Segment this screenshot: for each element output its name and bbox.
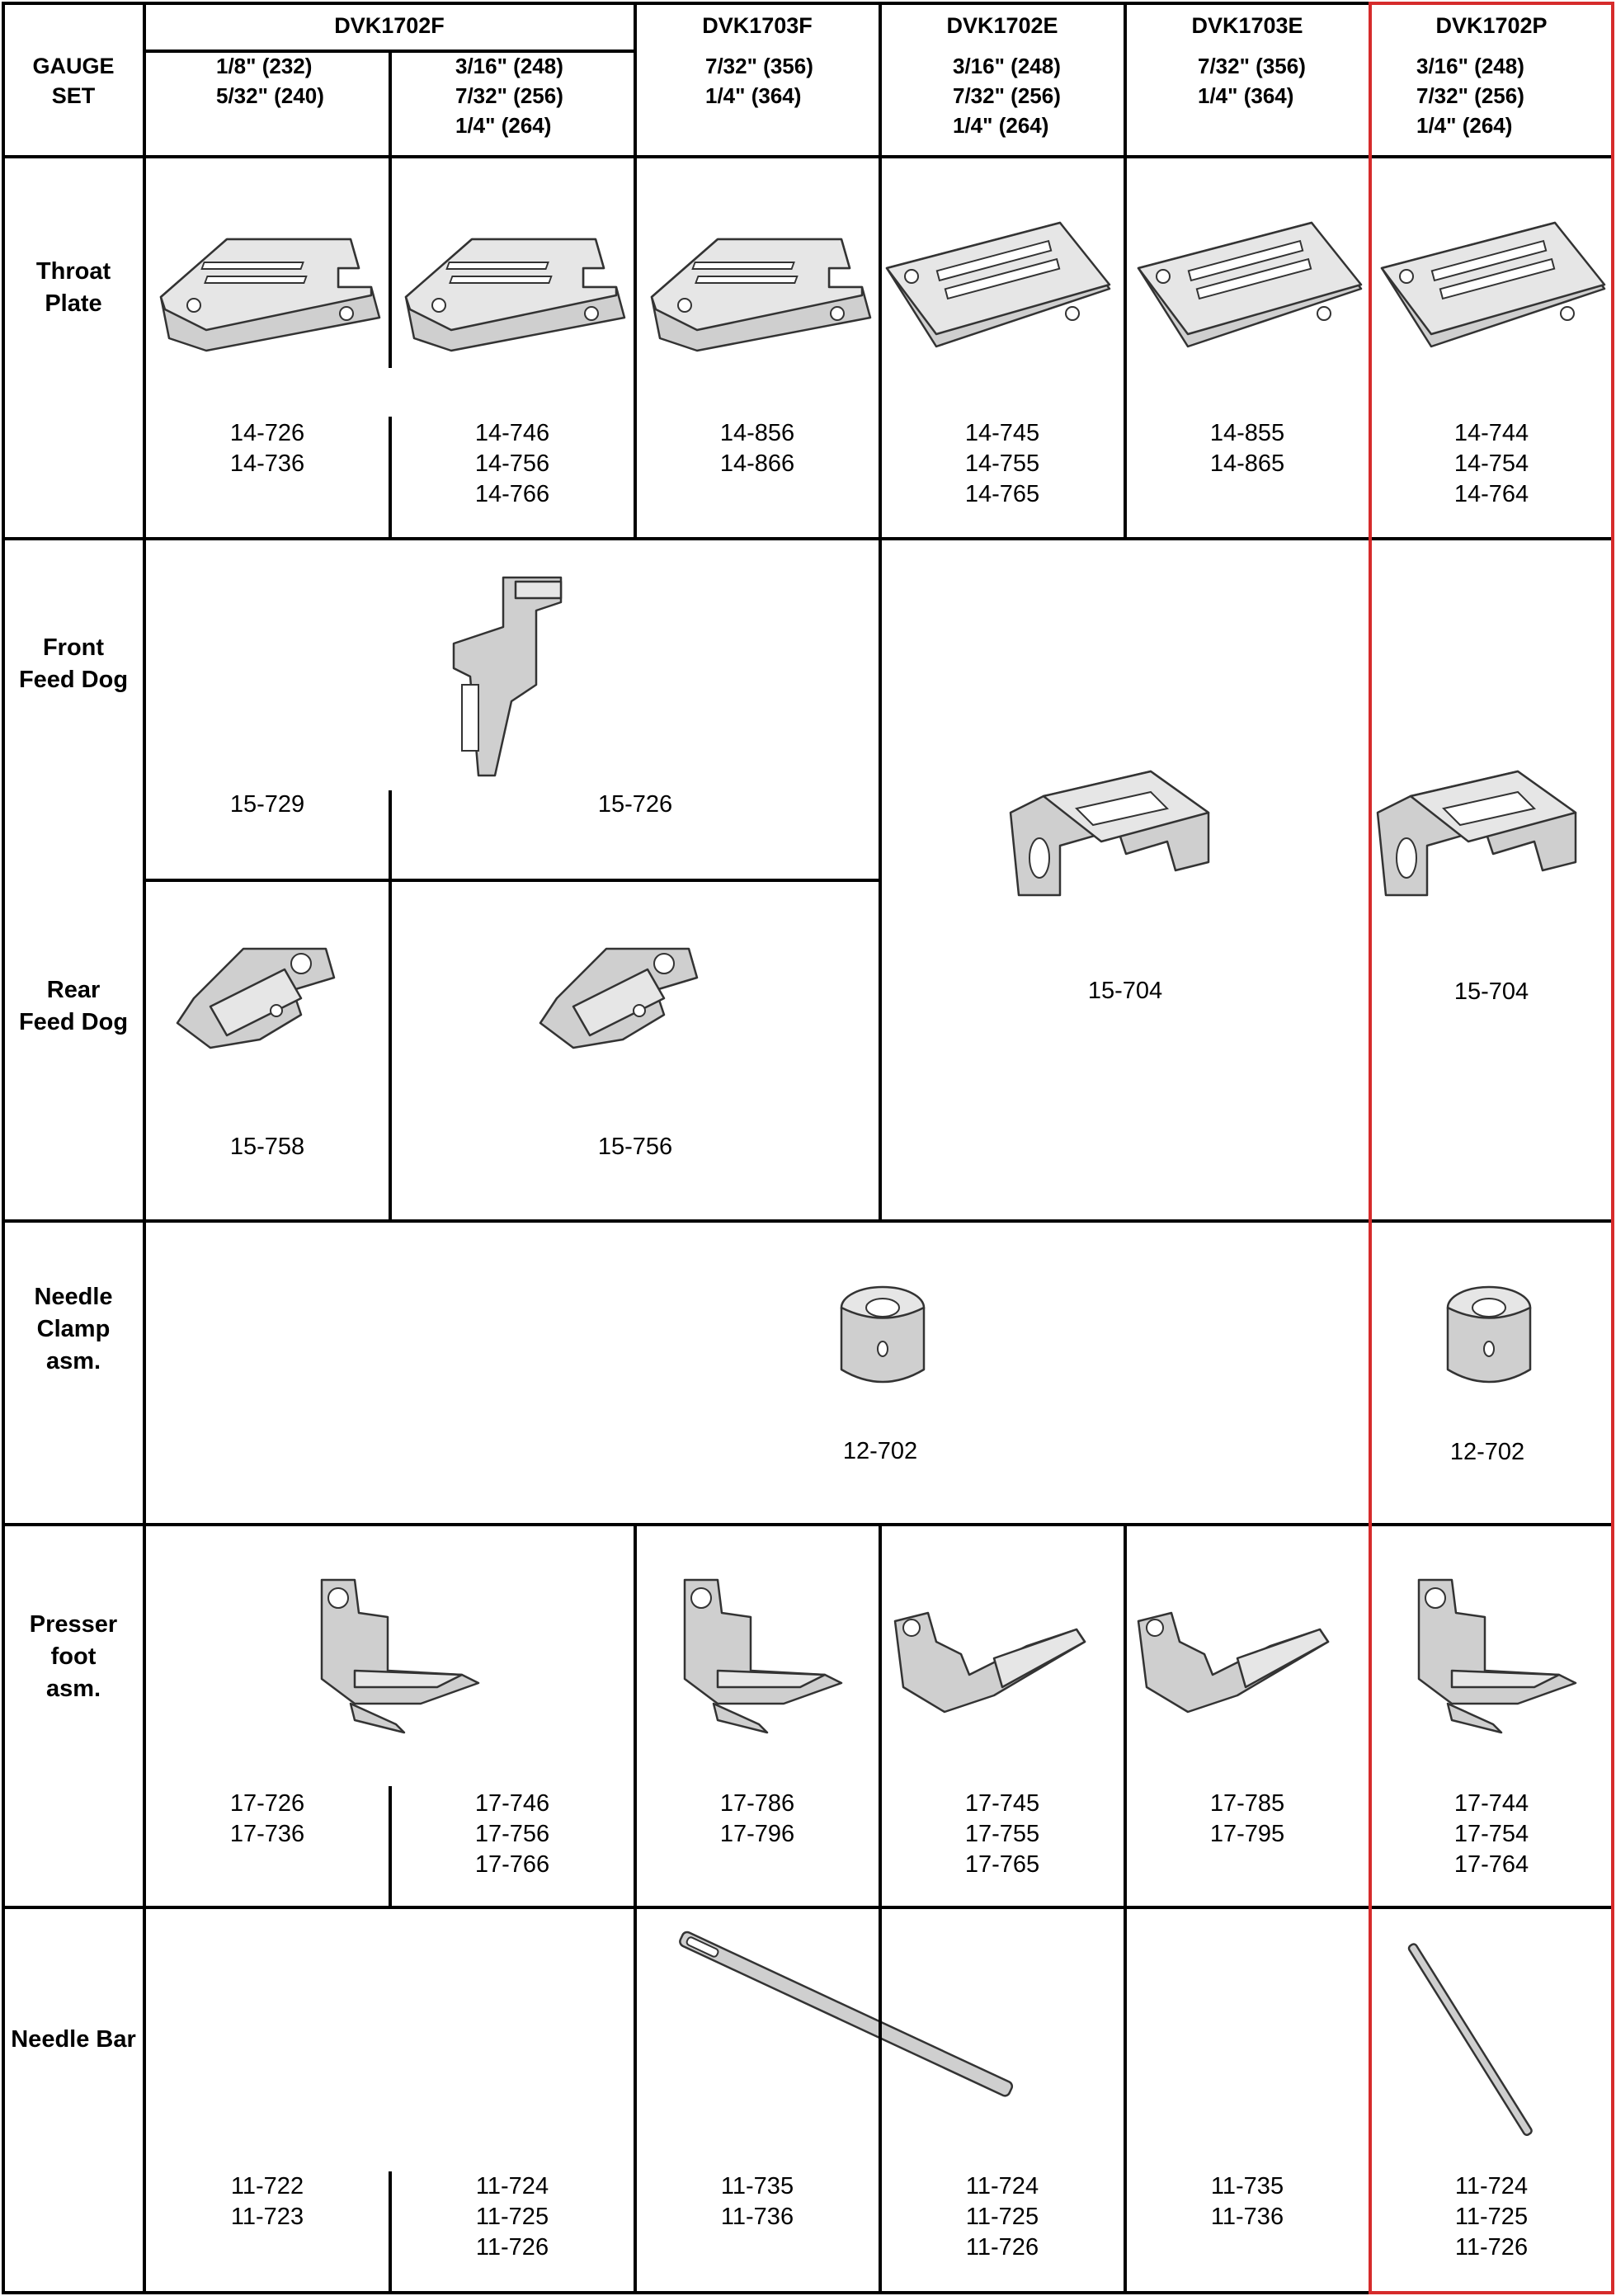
gauge-col-4: 3/16" (248) 7/32" (256) 1/4" (264) [953, 54, 1061, 138]
model-dvk1702e: DVK1702E [946, 13, 1058, 38]
row-label-throat-plate: Throat Plate [35, 258, 111, 317]
presser-foot-icon [322, 1580, 1576, 1733]
part-number: 17-746 17-756 17-766 [474, 1790, 550, 1878]
gauge-col-2: 3/16" (248) 7/32" (256) 1/4" (264) [455, 54, 563, 138]
highlight-box [1370, 3, 1613, 2293]
part-number: 17-786 17-796 [719, 1790, 795, 1847]
gauge-set-label: GAUGE SET [32, 54, 115, 108]
part-number: 14-745 14-755 14-765 [964, 420, 1040, 507]
row-label-rear-feed-dog: Rear Feed Dog [18, 977, 129, 1035]
gauge-col-6: 3/16" (248) 7/32" (256) 1/4" (264) [1416, 54, 1524, 138]
part-number: 14-856 14-866 [719, 420, 795, 477]
part-number: 11-724 11-725 11-726 [475, 2173, 549, 2261]
part-number: 17-744 17-754 17-764 [1453, 1790, 1529, 1878]
model-dvk1703f: DVK1703F [702, 13, 813, 38]
part-number: 15-726 [597, 791, 673, 818]
gauge-col-5: 7/32" (356) 1/4" (364) [1198, 54, 1306, 108]
part-number: 11-724 11-725 11-726 [965, 2173, 1039, 2261]
part-number: 14-744 14-754 14-764 [1453, 420, 1529, 507]
part-number: 15-729 [229, 791, 305, 818]
part-number: 11-722 11-723 [230, 2173, 304, 2230]
gauge-col-1: 1/8" (232) 5/32" (240) [216, 54, 324, 108]
part-number: 17-745 17-755 17-765 [964, 1790, 1040, 1878]
row-label-front-feed-dog: Front Feed Dog [18, 634, 129, 693]
feed-dog-asm-icon [1011, 771, 1576, 895]
front-feed-dog-icon [454, 578, 561, 776]
part-number: 15-704 [1087, 978, 1163, 1004]
part-number: 14-855 14-865 [1209, 420, 1285, 477]
part-number: 11-724 11-725 11-726 [1454, 2173, 1529, 2261]
part-number: 11-735 11-736 [1210, 2173, 1284, 2230]
model-dvk1702f: DVK1702F [334, 13, 445, 38]
needle-clamp-icon [841, 1287, 1530, 1382]
part-number: 17-785 17-795 [1209, 1790, 1285, 1847]
part-number: 15-756 [597, 1134, 673, 1160]
row-label-needle-bar: Needle Bar [11, 2026, 136, 2053]
part-number: 15-704 [1453, 978, 1529, 1005]
gauge-col-3: 7/32" (356) 1/4" (364) [705, 54, 813, 108]
model-dvk1703e: DVK1703E [1191, 13, 1303, 38]
row-label-needle-clamp: Needle Clamp asm. [34, 1284, 113, 1374]
part-number: 12-702 [842, 1438, 918, 1464]
needle-bar-icon [678, 1931, 1533, 2136]
throat-plate-icon [161, 223, 1604, 351]
part-number: 11-735 11-736 [720, 2173, 794, 2230]
part-number: 14-726 14-736 [229, 420, 305, 477]
row-label-presser-foot: Presser foot asm. [29, 1611, 118, 1702]
model-dvk1702p: DVK1702P [1435, 13, 1548, 38]
part-number: 12-702 [1449, 1439, 1525, 1465]
part-number: 14-746 14-756 14-766 [474, 420, 550, 507]
rear-feed-dog-icon [177, 949, 697, 1048]
part-number: 15-758 [229, 1134, 305, 1160]
part-number: 17-726 17-736 [229, 1790, 305, 1847]
